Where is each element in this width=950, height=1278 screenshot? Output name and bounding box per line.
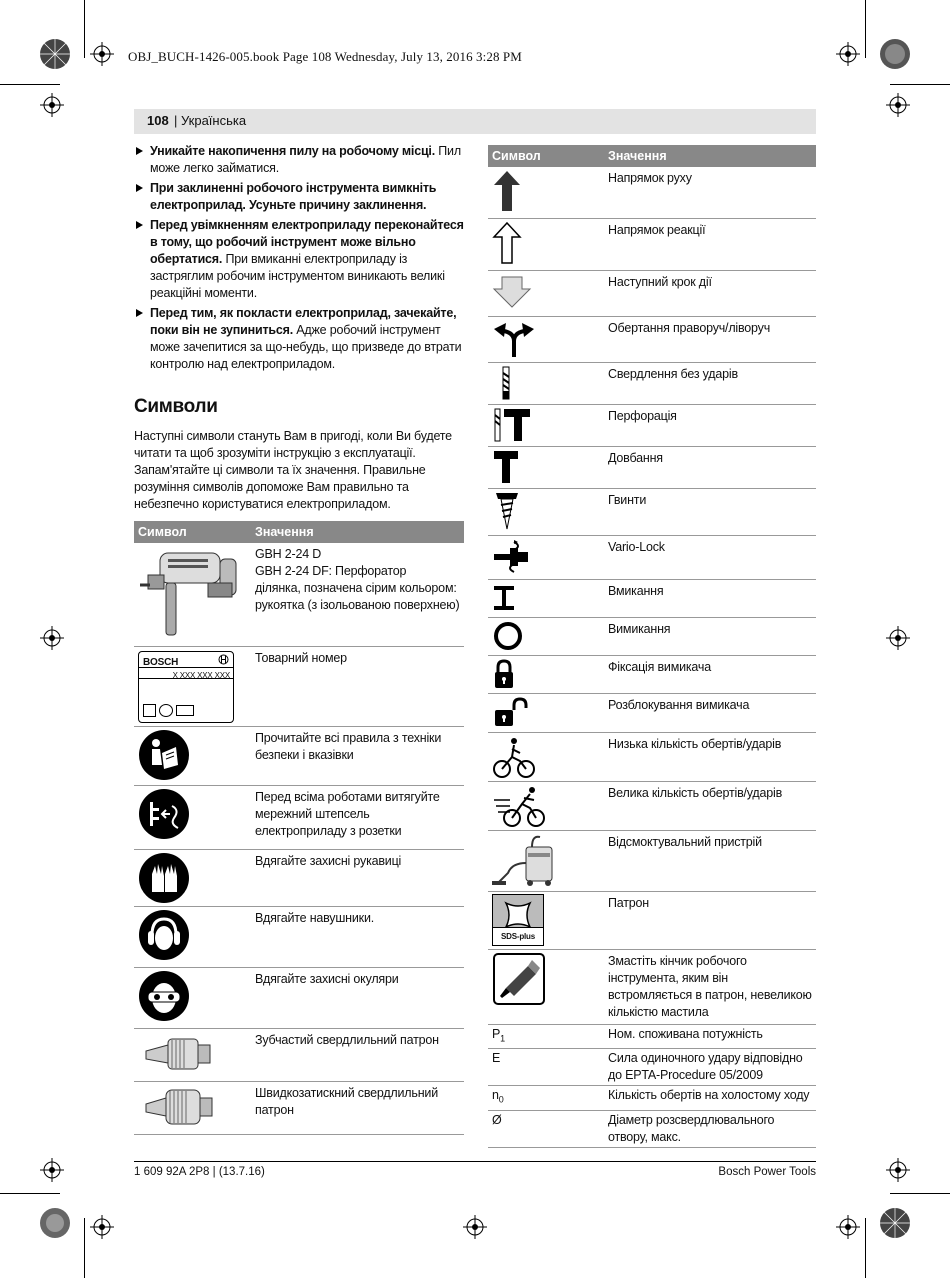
crop-mark	[84, 0, 85, 58]
meaning-article-number: Товарний номер	[251, 646, 464, 726]
grease-tool-icon	[492, 952, 546, 1006]
meaning-r15: Велика кількість обертів/ударів	[604, 781, 816, 830]
crop-mark	[890, 1193, 950, 1194]
diameter-symbol: Ø	[488, 1110, 604, 1147]
unlock-icon	[492, 696, 532, 728]
lock-icon	[492, 658, 518, 690]
crosshair-icon	[40, 93, 64, 117]
registration-target-icon	[38, 37, 72, 71]
registration-target-icon	[878, 1206, 912, 1240]
crosshair-icon	[40, 626, 64, 650]
footer-doc-number: 1 609 92A 2P8 | (13.7.16)	[134, 1166, 265, 1178]
registration-target-icon	[878, 37, 912, 71]
column-header-meaning: Значення	[251, 521, 464, 543]
page-footer	[134, 1161, 816, 1178]
meaning-ear-protection: Вдягайте навушники.	[251, 906, 464, 967]
registration-target-icon	[38, 1206, 72, 1240]
product-model-2: GBH 2-24 DF: Перфоратор	[255, 564, 407, 578]
meaning-r4: Обертання праворуч/ліворуч	[604, 316, 816, 362]
meaning-r12: Фіксація вимикача	[604, 655, 816, 693]
column-header-symbol: Символ	[488, 145, 604, 167]
crop-mark	[0, 84, 60, 85]
meaning-r1: Напрямок руху	[604, 167, 816, 218]
meaning-keyed-chuck: Зубчастий свердлильний патрон	[251, 1028, 464, 1081]
bosch-logo-icon	[218, 654, 229, 665]
keyless-chuck-icon	[138, 1084, 218, 1132]
meaning-r9: Vario-Lock	[604, 535, 816, 579]
crosshair-icon	[886, 1158, 910, 1182]
switch-on-icon	[492, 582, 518, 614]
vario-lock-icon	[492, 538, 532, 576]
product-model-1: GBH 2-24 D	[255, 547, 322, 561]
rotation-direction-icon	[492, 319, 536, 359]
meaning-r10: Вмикання	[604, 579, 816, 617]
language-label: | Українська	[174, 113, 247, 128]
symbols-table-left	[134, 521, 464, 1135]
power-input-symbol: $P_1$	[488, 1024, 604, 1049]
nameplate-icon	[138, 651, 234, 723]
right-column	[488, 145, 816, 1148]
safety-bullet: При заклиненні робочого інструмента вимкніть електроприлад. Усуньте причину заклинення.	[134, 180, 464, 214]
crosshair-icon	[836, 1215, 860, 1239]
rotary-hammer-icon	[138, 545, 242, 641]
crop-mark	[0, 1193, 60, 1194]
section-intro: Наступні символи стануть Вам в пригоді, коли Ви будете читати та щоб зрозуміти інструкцію з експлуатації. Запам'ятайте ці символи та їх значення. Правильне розуміння символів допоможе Вам правильно та небезпечно користуватися електроприладом.	[134, 429, 452, 511]
meaning-gloves: Вдягайте захисні рукавиці	[251, 849, 464, 906]
crosshair-icon	[90, 42, 114, 66]
impact-energy-symbol: E	[488, 1049, 604, 1086]
section-title: Символи	[134, 396, 218, 417]
meaning-r11: Вимикання	[604, 617, 816, 655]
drilling-icon	[492, 365, 522, 401]
low-speed-cyclist-icon	[492, 735, 536, 779]
safety-bullet: Перед увімкненням електроприладу переконайтеся в тому, що робочий інструмент може вільно обертатися. При вмиканні електроприладу із застряглим робочим інструментом виникають великі реакційні моменти.	[134, 217, 464, 302]
meaning-r7: Довбання	[604, 446, 816, 488]
screwdriving-icon	[492, 491, 522, 531]
meaning-r18: Змастіть кінчик робочого інструмента, яким він встромляється в патрон, невеликою кількістю мастила	[604, 949, 816, 1024]
meaning-r2: Напрямок реакції	[604, 218, 816, 270]
nameplate-brand: BOSCH	[143, 656, 179, 668]
switch-off-icon	[492, 620, 524, 652]
column-header-symbol: Символ	[134, 521, 251, 543]
page-banner	[134, 109, 816, 134]
hammer-drilling-icon	[492, 407, 532, 443]
read-instructions-icon	[138, 729, 190, 781]
sds-plus-label: SDS-plus	[493, 927, 543, 945]
product-handle-note: ділянка, позначена сірим кольором: рукоятка (з ізольованою поверхнею)	[255, 581, 460, 612]
safety-bullet: Уникайте накопичення пилу на робочому місці. Пил може легко займатися.	[134, 143, 464, 177]
ear-protection-icon	[138, 909, 190, 961]
crosshair-icon	[463, 1215, 487, 1239]
sds-plus-icon	[492, 894, 544, 946]
meaning-r13: Розблокування вимикача	[604, 693, 816, 732]
nameplate-number: X XXX XXX XXX	[172, 670, 230, 680]
meaning-r6: Перфорація	[604, 404, 816, 446]
meaning-goggles: Вдягайте захисні окуляри	[251, 967, 464, 1028]
crosshair-icon	[90, 1215, 114, 1239]
no-load-speed-symbol: $n_0$	[488, 1086, 604, 1111]
left-column	[134, 143, 464, 1135]
high-speed-cyclist-icon	[492, 784, 548, 828]
vacuum-cleaner-icon	[492, 833, 558, 889]
unplug-icon	[138, 788, 190, 840]
crop-mark	[865, 1218, 866, 1278]
meaning-r16: Відсмоктувальний пристрій	[604, 830, 816, 891]
meaning-r22: Діаметр розсвердлювального отвору, макс.	[604, 1110, 816, 1147]
keyed-chuck-icon	[138, 1031, 218, 1079]
crosshair-icon	[40, 1158, 64, 1182]
meaning-r5: Свердлення без ударів	[604, 362, 816, 404]
crop-mark	[84, 1218, 85, 1278]
meaning-unplug: Перед всіма роботами витягуйте мережний штепсель електроприладу з розетки	[251, 785, 464, 849]
meaning-read-instructions: Прочитайте всі правила з техніки безпеки і вказівки	[251, 726, 464, 785]
crosshair-icon	[886, 626, 910, 650]
footer-brand: Bosch Power Tools	[718, 1166, 816, 1178]
symbols-table-right	[488, 145, 816, 1148]
crop-mark	[865, 0, 866, 58]
crop-mark	[890, 84, 950, 85]
meaning-r19: Ном. споживана потужність	[604, 1024, 816, 1049]
safety-goggles-icon	[138, 970, 190, 1022]
meaning-r8: Гвинти	[604, 488, 816, 535]
crosshair-icon	[886, 93, 910, 117]
chiselling-icon	[492, 449, 522, 485]
safety-bullet: Перед тим, як покласти електроприлад, зачекайте, поки він не зупиниться. Адже робочий інструмент може зачепитися за що-небудь, що призведе до втрати контролю над електроприладом.	[134, 305, 464, 373]
gloves-icon	[138, 852, 190, 904]
meaning-r17: Патрон	[604, 891, 816, 949]
meaning-r20: Сила одиночного удару відповідно до EPTA-Procedure 05/2009	[604, 1049, 816, 1086]
print-header: OBJ_BUCH-1426-005.book Page 108 Wednesday, July 13, 2016 3:28 PM	[128, 49, 522, 64]
meaning-r14: Низька кількість обертів/ударів	[604, 732, 816, 781]
direction-of-movement-icon	[492, 169, 522, 213]
page-number: 108	[147, 113, 169, 128]
meaning-r3: Наступний крок дії	[604, 270, 816, 316]
crosshair-icon	[836, 42, 860, 66]
next-step-arrow-icon	[492, 273, 532, 311]
column-header-meaning: Значення	[604, 145, 816, 167]
meaning-keyless-chuck: Швидкозатискний свердлильний патрон	[251, 1081, 464, 1134]
direction-of-reaction-icon	[492, 221, 522, 265]
meaning-r21: Кількість обертів на холостому ходу	[604, 1086, 816, 1111]
